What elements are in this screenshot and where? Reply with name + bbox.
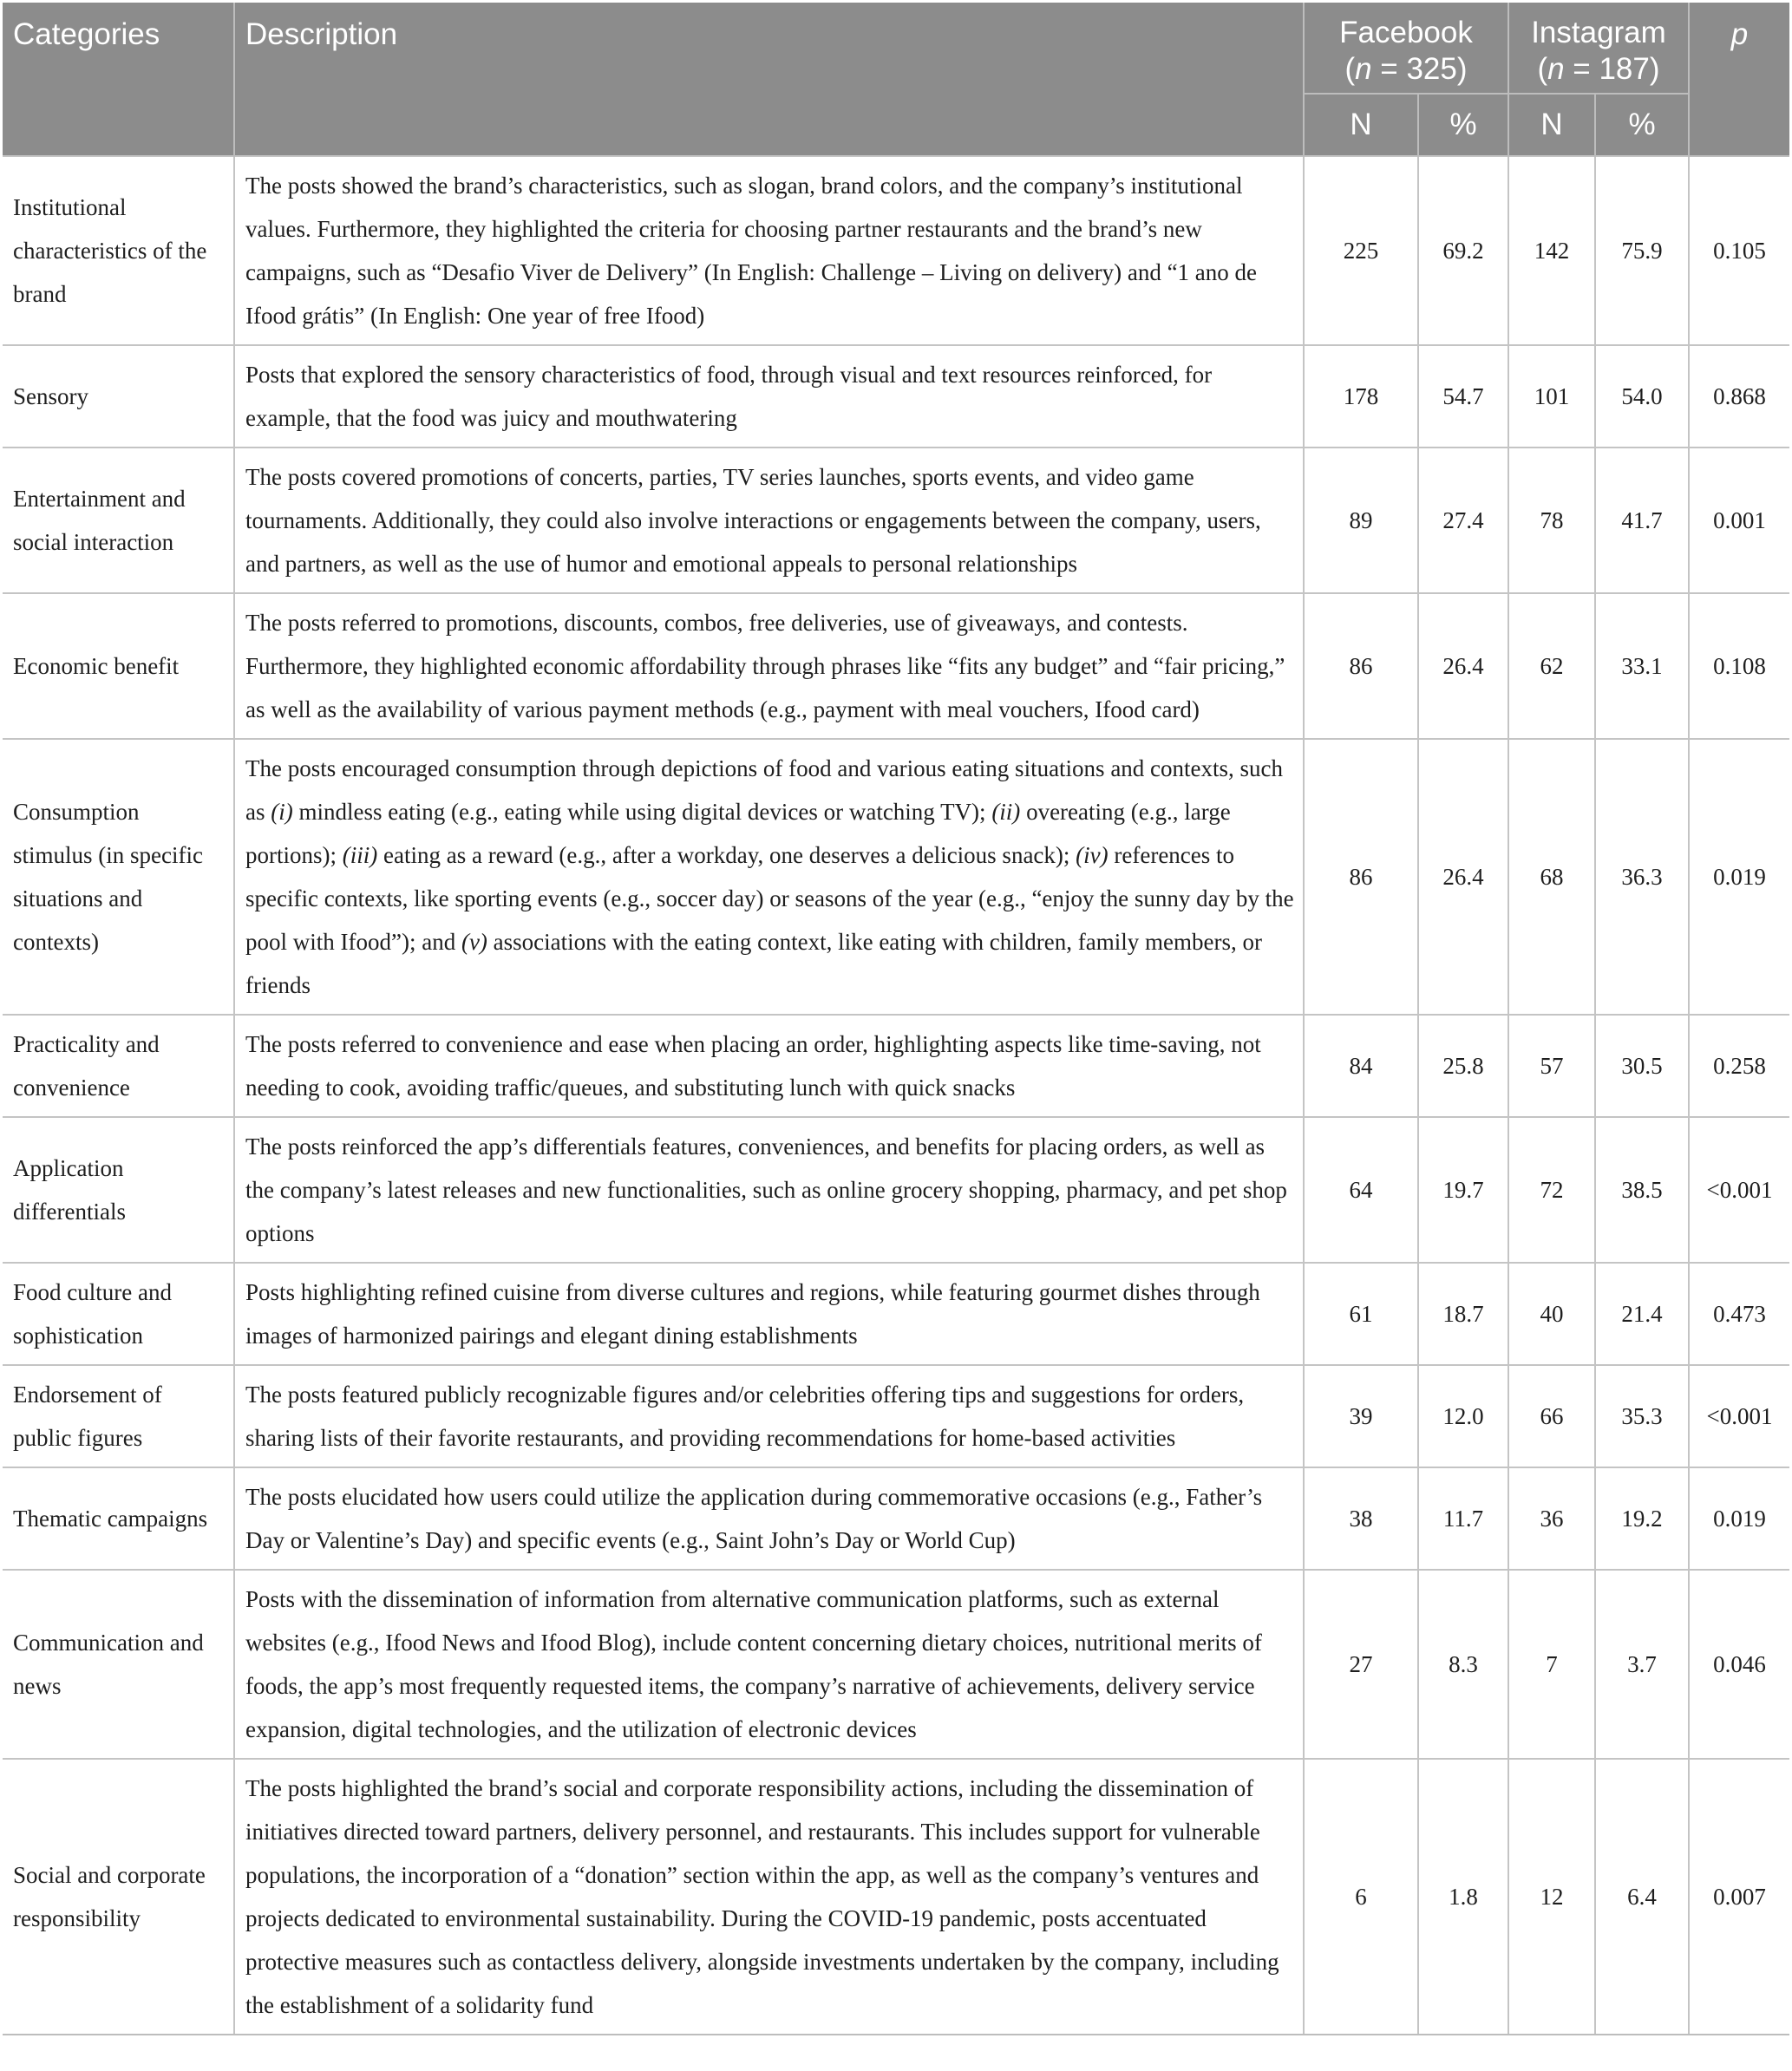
instagram-n-cell: 66: [1508, 1365, 1595, 1467]
category-cell: Food culture and sophistication: [3, 1263, 234, 1365]
p-value-cell: <0.001: [1689, 1365, 1789, 1467]
instagram-n-cell: 57: [1508, 1015, 1595, 1117]
instagram-pct-cell: 33.1: [1595, 593, 1689, 739]
facebook-pct-cell: 54.7: [1418, 345, 1508, 448]
facebook-n-cell: 27: [1304, 1570, 1418, 1759]
facebook-n-cell: 225: [1304, 156, 1418, 345]
p-value-cell: 0.258: [1689, 1015, 1789, 1117]
category-cell: Consumption stimulus (in specific situations and contexts): [3, 739, 234, 1015]
instagram-n-cell: 78: [1508, 448, 1595, 593]
table-row: [3, 1015, 1789, 1117]
instagram-pct-cell: 36.3: [1595, 739, 1689, 1015]
description-text: associations with the eating context, like eating with children, family members, or friends: [245, 929, 1262, 998]
facebook-pct-cell: 11.7: [1418, 1467, 1508, 1570]
p-value-cell: 0.105: [1689, 156, 1789, 345]
description-cell: Posts highlighting refined cuisine from diverse cultures and regions, while featuring gourmet dishes through images of harmonized pairings and elegant dining establishments: [234, 1263, 1304, 1365]
category-cell: Practicality and convenience: [3, 1015, 234, 1117]
p-value-cell: 0.108: [1689, 593, 1789, 739]
table-row: [3, 1263, 1789, 1365]
instagram-pct-cell: 41.7: [1595, 448, 1689, 593]
table-body: [3, 156, 1789, 2035]
header-row: [3, 3, 1789, 94]
table-row: [3, 1570, 1789, 1759]
p-value-cell: <0.001: [1689, 1117, 1789, 1263]
instagram-pct-cell: 54.0: [1595, 345, 1689, 448]
table-row: [3, 1467, 1789, 1570]
header-instagram-pct: %: [1595, 94, 1689, 156]
instagram-pct-cell: 3.7: [1595, 1570, 1689, 1759]
p-value-cell: 0.019: [1689, 1467, 1789, 1570]
instagram-n-cell: 7: [1508, 1570, 1595, 1759]
header-categories: Categories: [3, 3, 234, 156]
instagram-n-cell: 40: [1508, 1263, 1595, 1365]
table-row: [3, 1365, 1789, 1467]
description-cell: The posts reinforced the app’s differentials features, conveniences, and benefits for placing orders, as well as the company’s latest releases and new functionalities, such as online grocery shopping, pharmacy, and pet shop options: [234, 1117, 1304, 1263]
description-text: eating as a reward (e.g., after a workday, one deserves a delicious snack);: [377, 842, 1076, 868]
facebook-pct-cell: 12.0: [1418, 1365, 1508, 1467]
description-cell: The posts covered promotions of concerts, parties, TV series launches, sports events, and video game tournaments. Additionally, they could also involve interactions or engagements between the company, users, and partners, as well as the use of humor and emotional appeals to personal relationships: [234, 448, 1304, 593]
category-cell: Entertainment and social interaction: [3, 448, 234, 593]
table-container: [3, 3, 1789, 2035]
description-cell: Posts with the dissemination of information from alternative communication platforms, such as external websites (e.g., Ifood News and Ifood Blog), include content concerning dietary choices, nutritional merits of foods, the app’s most frequently requested items, the company’s narrative of achievements, delivery service expansion, digital technologies, and the utilization of electronic devices: [234, 1570, 1304, 1759]
enumeration-marker: (v): [461, 929, 487, 955]
description-cell: The posts highlighted the brand’s social and corporate responsibility actions, including the dissemination of initiatives directed toward partners, delivery personnel, and restaurants. This includes support for vulnerable populations, the incorporation of a “donation” section within the app, as well as the company’s ventures and projects dedicated to environmental sustainability. During the COVID-19 pandemic, posts accentuated protective measures such as contactless delivery, alongside investments undertaken by the company, including the establishment of a solidarity fund: [234, 1759, 1304, 2035]
enumeration-marker: (ii): [991, 799, 1021, 825]
facebook-n-cell: 89: [1304, 448, 1418, 593]
category-cell: Endorsement of public figures: [3, 1365, 234, 1467]
table-row: [3, 739, 1789, 1015]
instagram-label: Instagram: [1531, 16, 1666, 49]
facebook-sample-size: (n = 325): [1344, 52, 1468, 86]
header-facebook: [1304, 3, 1508, 94]
table-row: [3, 593, 1789, 739]
facebook-n-cell: 6: [1304, 1759, 1418, 2035]
category-cell: Application differentials: [3, 1117, 234, 1263]
category-cell: Thematic campaigns: [3, 1467, 234, 1570]
category-cell: Sensory: [3, 345, 234, 448]
facebook-n-cell: 61: [1304, 1263, 1418, 1365]
facebook-pct-cell: 18.7: [1418, 1263, 1508, 1365]
instagram-n-cell: 101: [1508, 345, 1595, 448]
instagram-n-cell: 72: [1508, 1117, 1595, 1263]
facebook-n-cell: 38: [1304, 1467, 1418, 1570]
instagram-pct-cell: 21.4: [1595, 1263, 1689, 1365]
description-cell: The posts referred to convenience and ease when placing an order, highlighting aspects like time-saving, not needing to cook, avoiding traffic/queues, and substituting lunch with quick snacks: [234, 1015, 1304, 1117]
p-value-cell: 0.473: [1689, 1263, 1789, 1365]
header-instagram-n: N: [1508, 94, 1595, 156]
table-row: [3, 156, 1789, 345]
p-value-cell: 0.007: [1689, 1759, 1789, 2035]
facebook-pct-cell: 1.8: [1418, 1759, 1508, 2035]
table-row: [3, 1117, 1789, 1263]
category-cell: Institutional characteristics of the brand: [3, 156, 234, 345]
instagram-pct-cell: 38.5: [1595, 1117, 1689, 1263]
description-cell: The posts showed the brand’s characteristics, such as slogan, brand colors, and the company’s institutional values. Furthermore, they highlighted the criteria for choosing partner restaurants and the brand’s new campaigns, such as “Desafio Viver de Delivery” (In English: Challenge – Living on delivery) and “1 ano de Ifood grátis” (In English: One year of free Ifood): [234, 156, 1304, 345]
instagram-n-cell: 36: [1508, 1467, 1595, 1570]
facebook-n-cell: 178: [1304, 345, 1418, 448]
instagram-n-cell: 68: [1508, 739, 1595, 1015]
facebook-n-cell: 86: [1304, 739, 1418, 1015]
facebook-pct-cell: 19.7: [1418, 1117, 1508, 1263]
facebook-pct-cell: 8.3: [1418, 1570, 1508, 1759]
description-cell: The posts referred to promotions, discounts, combos, free deliveries, use of giveaways, and contests. Furthermore, they highlighted economic affordability through phrases like “fits any budget” and “fair pricing,” as well as the availability of various payment methods (e.g., payment with meal vouchers, Ifood card): [234, 593, 1304, 739]
table-row: [3, 448, 1789, 593]
table-row: [3, 1759, 1789, 2035]
instagram-n-cell: 142: [1508, 156, 1595, 345]
enumeration-marker: (iv): [1076, 842, 1109, 868]
description-text: The posts encouraged consumption through depictions of food and various eating situations and contexts, such as: [245, 755, 1284, 825]
header-facebook-pct: %: [1418, 94, 1508, 156]
p-value-cell: 0.001: [1689, 448, 1789, 593]
description-text: references to specific contexts, like sporting events (e.g., soccer day) or seasons of the year (e.g., “enjoy the sunny day by the pool with Ifood”); and: [245, 842, 1294, 955]
description-cell: The posts elucidated how users could utilize the application during commemorative occasions (e.g., Father’s Day or Valentine’s Day) and specific events (e.g., Saint John’s Day or World Cup): [234, 1467, 1304, 1570]
instagram-n-cell: 12: [1508, 1759, 1595, 2035]
facebook-n-cell: 86: [1304, 593, 1418, 739]
facebook-pct-cell: 69.2: [1418, 156, 1508, 345]
facebook-pct-cell: 27.4: [1418, 448, 1508, 593]
facebook-label: Facebook: [1339, 16, 1473, 49]
header-p: p: [1689, 3, 1789, 156]
category-cell: Economic benefit: [3, 593, 234, 739]
facebook-pct-cell: 26.4: [1418, 593, 1508, 739]
instagram-sample-size: (n = 187): [1537, 52, 1660, 86]
header-instagram: [1508, 3, 1689, 94]
instagram-pct-cell: 30.5: [1595, 1015, 1689, 1117]
facebook-n-cell: 39: [1304, 1365, 1418, 1467]
header-facebook-n: N: [1304, 94, 1418, 156]
instagram-pct-cell: 75.9: [1595, 156, 1689, 345]
enumeration-marker: (iii): [342, 842, 378, 868]
description-text: mindless eating (e.g., eating while using digital devices or watching TV);: [292, 799, 992, 825]
description-cell: The posts featured publicly recognizable figures and/or celebrities offering tips and suggestions for orders, sharing lists of their favorite restaurants, and providing recommendations for home-based activities: [234, 1365, 1304, 1467]
categories-table: [3, 3, 1789, 2035]
category-cell: Social and corporate responsibility: [3, 1759, 234, 2035]
facebook-pct-cell: 26.4: [1418, 739, 1508, 1015]
p-value-cell: 0.019: [1689, 739, 1789, 1015]
description-text: overeating (e.g., large portions);: [245, 799, 1231, 868]
description-cell: Posts that explored the sensory characteristics of food, through visual and text resources reinforced, for example, that the food was juicy and mouthwatering: [234, 345, 1304, 448]
header-description: Description: [234, 3, 1304, 156]
p-value-cell: 0.046: [1689, 1570, 1789, 1759]
instagram-n-cell: 62: [1508, 593, 1595, 739]
description-cell: [234, 739, 1304, 1015]
facebook-n-cell: 64: [1304, 1117, 1418, 1263]
instagram-pct-cell: 35.3: [1595, 1365, 1689, 1467]
category-cell: Communication and news: [3, 1570, 234, 1759]
enumeration-marker: (i): [271, 799, 293, 825]
facebook-pct-cell: 25.8: [1418, 1015, 1508, 1117]
instagram-pct-cell: 19.2: [1595, 1467, 1689, 1570]
p-value-cell: 0.868: [1689, 345, 1789, 448]
table-row: [3, 345, 1789, 448]
facebook-n-cell: 84: [1304, 1015, 1418, 1117]
instagram-pct-cell: 6.4: [1595, 1759, 1689, 2035]
